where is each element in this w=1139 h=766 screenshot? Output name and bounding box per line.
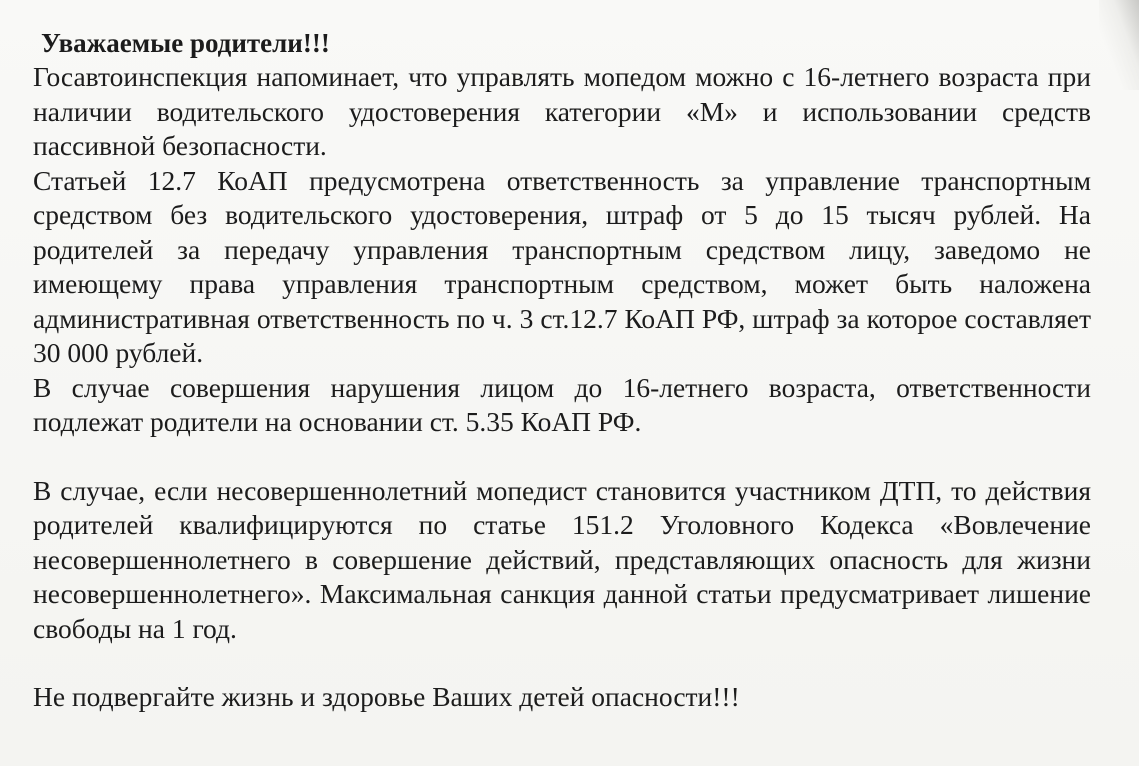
notice-document bbox=[33, 26, 1091, 715]
paragraph-gap bbox=[33, 646, 1091, 680]
paragraph-moped-age: Госавтоинспекция напоминает, что управлять мопедом можно с 16-летнего возраста при наличии водительского удостоверения категории «М» и использовании средств пассивной безопасности. bbox=[33, 61, 1091, 161]
paragraph-criminal-code: В случае, если несовершеннолетний мопедист становится участником ДТП, то действия родителей квалифицируются по статье 151.2 Уголовного Кодекса «Вовлечение несовершеннолетнего в совершение действий, представляющих опасность для жизни несовершеннолетнего». Максимальная санкция данной статьи предусматривает лишение свободы на 1 год. bbox=[33, 474, 1091, 644]
notice-heading: Уважаемые родители!!! bbox=[41, 28, 330, 58]
paragraph-gap bbox=[33, 440, 1091, 474]
paragraph-under-16: В случае совершения нарушения лицом до 16-летнего возраста, ответственности подлежат родители на основании ст. 5.35 КоАП РФ. bbox=[33, 371, 1091, 437]
page-corner-shadow bbox=[1099, 0, 1139, 90]
closing-appeal: Не подвергайте жизнь и здоровье Ваших детей опасности!!! bbox=[33, 681, 740, 712]
paragraph-article-12-7: Статьей 12.7 КоАП предусмотрена ответственность за управление транспортным средством без водительского удостоверения, штраф от 5 до 15 тысяч рублей. На родителей за передачу управления транспортным средством лицу, заведомо не имеющему права управления транспортным средством, может быть наложена административная ответственность по ч. 3 ст.12.7 КоАП РФ, штраф за которое составляет 30 000 рублей. bbox=[33, 164, 1091, 368]
